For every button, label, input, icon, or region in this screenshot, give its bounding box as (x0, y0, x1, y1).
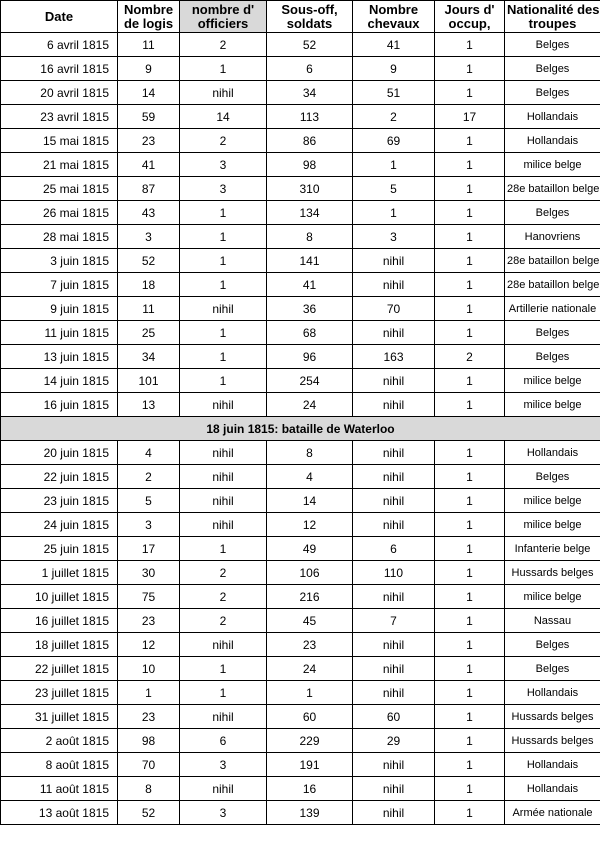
cell-soldats: 14 (267, 489, 353, 513)
cell-officiers: 1 (180, 321, 267, 345)
cell-date: 7 juin 1815 (1, 273, 118, 297)
cell-date: 11 août 1815 (1, 777, 118, 801)
cell-nationalite: milice belge (505, 513, 600, 537)
cell-officiers: nihil (180, 81, 267, 105)
cell-date: 16 juillet 1815 (1, 609, 118, 633)
cell-soldats: 113 (267, 105, 353, 129)
cell-nationalite: Belges (505, 57, 600, 81)
cell-date: 9 juin 1815 (1, 297, 118, 321)
cell-jours: 1 (435, 657, 505, 681)
section-label: 18 juin 1815: bataille de Waterloo (1, 417, 600, 441)
cell-nationalite: milice belge (505, 369, 600, 393)
cell-officiers: nihil (180, 489, 267, 513)
cell-nationalite: Belges (505, 465, 600, 489)
cell-nationalite: milice belge (505, 153, 600, 177)
cell-jours: 1 (435, 753, 505, 777)
cell-chevaux: 6 (353, 537, 435, 561)
table-row (1, 561, 600, 585)
cell-jours: 1 (435, 777, 505, 801)
cell-jours: 1 (435, 705, 505, 729)
cell-nationalite: Belges (505, 345, 600, 369)
cell-officiers: nihil (180, 297, 267, 321)
cell-nationalite: Armée nationale (505, 801, 600, 825)
cell-logis: 5 (118, 489, 180, 513)
cell-soldats: 68 (267, 321, 353, 345)
section-row-waterloo (1, 417, 600, 441)
cell-chevaux: nihil (353, 465, 435, 489)
cell-jours: 1 (435, 249, 505, 273)
cell-logis: 17 (118, 537, 180, 561)
table-row (1, 321, 600, 345)
cell-date: 31 juillet 1815 (1, 705, 118, 729)
cell-chevaux: nihil (353, 657, 435, 681)
cell-date: 13 août 1815 (1, 801, 118, 825)
cell-jours: 1 (435, 465, 505, 489)
cell-date: 15 mai 1815 (1, 129, 118, 153)
header-row (1, 1, 600, 33)
cell-nationalite: Belges (505, 81, 600, 105)
cell-chevaux: nihil (353, 633, 435, 657)
cell-date: 21 mai 1815 (1, 153, 118, 177)
cell-logis: 9 (118, 57, 180, 81)
cell-chevaux: 2 (353, 105, 435, 129)
cell-nationalite: milice belge (505, 393, 600, 417)
cell-soldats: 191 (267, 753, 353, 777)
table-row (1, 297, 600, 321)
cell-date: 8 août 1815 (1, 753, 118, 777)
cell-officiers: nihil (180, 465, 267, 489)
cell-jours: 1 (435, 489, 505, 513)
cell-officiers: 1 (180, 273, 267, 297)
cell-soldats: 229 (267, 729, 353, 753)
cell-jours: 1 (435, 57, 505, 81)
cell-logis: 8 (118, 777, 180, 801)
cell-soldats: 141 (267, 249, 353, 273)
cell-date: 20 avril 1815 (1, 81, 118, 105)
cell-nationalite: Hussards belges (505, 729, 600, 753)
cell-nationalite: Hollandais (505, 753, 600, 777)
cell-chevaux: 69 (353, 129, 435, 153)
cell-officiers: 3 (180, 753, 267, 777)
cell-logis: 30 (118, 561, 180, 585)
cell-chevaux: nihil (353, 441, 435, 465)
cell-chevaux: 7 (353, 609, 435, 633)
cell-soldats: 4 (267, 465, 353, 489)
cell-date: 25 mai 1815 (1, 177, 118, 201)
cell-nationalite: Nassau (505, 609, 600, 633)
cell-soldats: 24 (267, 657, 353, 681)
cell-date: 22 juillet 1815 (1, 657, 118, 681)
cell-chevaux: nihil (353, 753, 435, 777)
cell-chevaux: 110 (353, 561, 435, 585)
cell-officiers: 1 (180, 369, 267, 393)
cell-chevaux: nihil (353, 369, 435, 393)
table-row (1, 585, 600, 609)
cell-officiers: nihil (180, 441, 267, 465)
cell-officiers: 2 (180, 33, 267, 57)
table-row (1, 681, 600, 705)
cell-date: 16 avril 1815 (1, 57, 118, 81)
cell-chevaux: nihil (353, 321, 435, 345)
cell-nationalite: Hollandais (505, 441, 600, 465)
col-header-date: Date (1, 1, 118, 33)
cell-date: 13 juin 1815 (1, 345, 118, 369)
cell-jours: 1 (435, 153, 505, 177)
table-row (1, 345, 600, 369)
table-row (1, 513, 600, 537)
cell-chevaux: nihil (353, 777, 435, 801)
cell-jours: 2 (435, 345, 505, 369)
col-header-jours: Jours d' occup, (435, 1, 505, 33)
cell-jours: 1 (435, 561, 505, 585)
table-row (1, 81, 600, 105)
table-row (1, 129, 600, 153)
cell-soldats: 98 (267, 153, 353, 177)
cell-date: 14 juin 1815 (1, 369, 118, 393)
cell-officiers: 1 (180, 537, 267, 561)
cell-logis: 70 (118, 753, 180, 777)
cell-date: 23 juillet 1815 (1, 681, 118, 705)
cell-nationalite: Belges (505, 633, 600, 657)
cell-officiers: 1 (180, 249, 267, 273)
cell-logis: 13 (118, 393, 180, 417)
cell-soldats: 49 (267, 537, 353, 561)
cell-jours: 1 (435, 201, 505, 225)
table-row (1, 33, 600, 57)
cell-officiers: 3 (180, 801, 267, 825)
cell-officiers: 3 (180, 177, 267, 201)
table-row (1, 153, 600, 177)
table-row (1, 777, 600, 801)
col-header-nationalite: Nationalité des troupes (505, 1, 600, 33)
cell-nationalite: Belges (505, 657, 600, 681)
table-row (1, 369, 600, 393)
table-body (1, 33, 600, 825)
cell-logis: 3 (118, 513, 180, 537)
cell-soldats: 60 (267, 705, 353, 729)
cell-chevaux: 1 (353, 201, 435, 225)
cell-nationalite: Belges (505, 321, 600, 345)
cell-jours: 1 (435, 441, 505, 465)
table-row (1, 57, 600, 81)
cell-jours: 1 (435, 81, 505, 105)
cell-date: 16 juin 1815 (1, 393, 118, 417)
cell-chevaux: 163 (353, 345, 435, 369)
cell-soldats: 310 (267, 177, 353, 201)
cell-soldats: 216 (267, 585, 353, 609)
cell-logis: 23 (118, 129, 180, 153)
cell-officiers: 1 (180, 681, 267, 705)
cell-nationalite: Belges (505, 201, 600, 225)
cell-jours: 1 (435, 633, 505, 657)
cell-jours: 1 (435, 585, 505, 609)
cell-nationalite: milice belge (505, 585, 600, 609)
cell-logis: 18 (118, 273, 180, 297)
cell-nationalite: milice belge (505, 489, 600, 513)
cell-officiers: nihil (180, 777, 267, 801)
cell-date: 3 juin 1815 (1, 249, 118, 273)
cell-logis: 23 (118, 705, 180, 729)
cell-logis: 2 (118, 465, 180, 489)
cell-chevaux: nihil (353, 393, 435, 417)
cell-date: 10 juillet 1815 (1, 585, 118, 609)
cell-jours: 1 (435, 681, 505, 705)
table-row (1, 633, 600, 657)
col-header-soldats: Sous-off, soldats (267, 1, 353, 33)
table-row (1, 201, 600, 225)
table-row (1, 225, 600, 249)
table-row (1, 801, 600, 825)
cell-logis: 11 (118, 297, 180, 321)
cell-nationalite: 28e bataillon belge (505, 273, 600, 297)
cell-soldats: 134 (267, 201, 353, 225)
cell-chevaux: nihil (353, 681, 435, 705)
cell-jours: 1 (435, 225, 505, 249)
cell-officiers: 1 (180, 201, 267, 225)
cell-soldats: 8 (267, 225, 353, 249)
cell-soldats: 106 (267, 561, 353, 585)
cell-logis: 14 (118, 81, 180, 105)
cell-logis: 75 (118, 585, 180, 609)
cell-officiers: 2 (180, 561, 267, 585)
cell-jours: 1 (435, 393, 505, 417)
cell-jours: 17 (435, 105, 505, 129)
cell-logis: 3 (118, 225, 180, 249)
cell-nationalite: Hollandais (505, 681, 600, 705)
table-row (1, 249, 600, 273)
cell-nationalite: 28e bataillon belge (505, 249, 600, 273)
cell-jours: 1 (435, 297, 505, 321)
cell-officiers: 14 (180, 105, 267, 129)
cell-chevaux: 41 (353, 33, 435, 57)
cell-officiers: nihil (180, 513, 267, 537)
cell-officiers: nihil (180, 393, 267, 417)
cell-nationalite: Hollandais (505, 129, 600, 153)
cell-nationalite: 28e bataillon belge (505, 177, 600, 201)
cell-soldats: 86 (267, 129, 353, 153)
table-row (1, 465, 600, 489)
cell-officiers: 1 (180, 225, 267, 249)
cell-date: 23 juin 1815 (1, 489, 118, 513)
cell-officiers: nihil (180, 705, 267, 729)
table-row (1, 273, 600, 297)
cell-logis: 41 (118, 153, 180, 177)
cell-jours: 1 (435, 369, 505, 393)
cell-date: 2 août 1815 (1, 729, 118, 753)
cell-soldats: 36 (267, 297, 353, 321)
cell-jours: 1 (435, 801, 505, 825)
table-row (1, 537, 600, 561)
cell-officiers: 2 (180, 609, 267, 633)
col-header-officiers: nombre d' officiers (180, 1, 267, 33)
cell-chevaux: 5 (353, 177, 435, 201)
table-row (1, 705, 600, 729)
cell-nationalite: Infanterie belge (505, 537, 600, 561)
cell-jours: 1 (435, 321, 505, 345)
cell-nationalite: Hussards belges (505, 561, 600, 585)
cell-logis: 87 (118, 177, 180, 201)
cell-nationalite: Hollandais (505, 777, 600, 801)
cell-soldats: 52 (267, 33, 353, 57)
table-row (1, 441, 600, 465)
cell-date: 24 juin 1815 (1, 513, 118, 537)
cell-officiers: 6 (180, 729, 267, 753)
cell-soldats: 12 (267, 513, 353, 537)
cell-officiers: 3 (180, 153, 267, 177)
cell-chevaux: nihil (353, 273, 435, 297)
cell-date: 23 avril 1815 (1, 105, 118, 129)
table-row (1, 393, 600, 417)
cell-officiers: 2 (180, 585, 267, 609)
cell-logis: 10 (118, 657, 180, 681)
cell-soldats: 1 (267, 681, 353, 705)
cell-jours: 1 (435, 537, 505, 561)
cell-date: 28 mai 1815 (1, 225, 118, 249)
cell-soldats: 96 (267, 345, 353, 369)
cell-jours: 1 (435, 729, 505, 753)
cell-date: 22 juin 1815 (1, 465, 118, 489)
cell-officiers: 1 (180, 345, 267, 369)
cell-logis: 25 (118, 321, 180, 345)
cell-chevaux: nihil (353, 489, 435, 513)
cell-chevaux: nihil (353, 585, 435, 609)
cell-nationalite: Hanovriens (505, 225, 600, 249)
table-row (1, 657, 600, 681)
cell-date: 20 juin 1815 (1, 441, 118, 465)
cell-soldats: 45 (267, 609, 353, 633)
cell-logis: 11 (118, 33, 180, 57)
cell-date: 26 mai 1815 (1, 201, 118, 225)
cell-chevaux: 51 (353, 81, 435, 105)
cell-chevaux: 1 (353, 153, 435, 177)
cell-logis: 59 (118, 105, 180, 129)
cell-jours: 1 (435, 33, 505, 57)
cell-logis: 43 (118, 201, 180, 225)
cell-soldats: 139 (267, 801, 353, 825)
cell-jours: 1 (435, 129, 505, 153)
table-row (1, 729, 600, 753)
cell-logis: 98 (118, 729, 180, 753)
cell-chevaux: 9 (353, 57, 435, 81)
table-row (1, 753, 600, 777)
cell-logis: 4 (118, 441, 180, 465)
cell-chevaux: 29 (353, 729, 435, 753)
cell-soldats: 41 (267, 273, 353, 297)
cell-nationalite: Artillerie nationale (505, 297, 600, 321)
cell-soldats: 16 (267, 777, 353, 801)
cell-soldats: 8 (267, 441, 353, 465)
cell-logis: 1 (118, 681, 180, 705)
cell-chevaux: 70 (353, 297, 435, 321)
cell-logis: 52 (118, 249, 180, 273)
cell-officiers: nihil (180, 633, 267, 657)
cell-date: 6 avril 1815 (1, 33, 118, 57)
col-header-chevaux: Nombre chevaux (353, 1, 435, 33)
cell-date: 18 juillet 1815 (1, 633, 118, 657)
cell-soldats: 24 (267, 393, 353, 417)
cell-chevaux: 3 (353, 225, 435, 249)
cell-jours: 1 (435, 177, 505, 201)
cell-date: 25 juin 1815 (1, 537, 118, 561)
cell-soldats: 34 (267, 81, 353, 105)
cell-nationalite: Hussards belges (505, 705, 600, 729)
cell-logis: 34 (118, 345, 180, 369)
cell-nationalite: Belges (505, 33, 600, 57)
cell-chevaux: nihil (353, 513, 435, 537)
cell-soldats: 254 (267, 369, 353, 393)
cell-officiers: 1 (180, 57, 267, 81)
cell-jours: 1 (435, 513, 505, 537)
col-header-logis: Nombre de logis (118, 1, 180, 33)
cell-jours: 1 (435, 273, 505, 297)
cell-officiers: 2 (180, 129, 267, 153)
cell-soldats: 23 (267, 633, 353, 657)
cell-date: 11 juin 1815 (1, 321, 118, 345)
cell-nationalite: Hollandais (505, 105, 600, 129)
table-row (1, 177, 600, 201)
cell-date: 1 juillet 1815 (1, 561, 118, 585)
cell-logis: 12 (118, 633, 180, 657)
cell-jours: 1 (435, 609, 505, 633)
cell-officiers: 1 (180, 657, 267, 681)
cell-chevaux: nihil (353, 801, 435, 825)
cell-logis: 101 (118, 369, 180, 393)
table-row (1, 609, 600, 633)
table-row (1, 105, 600, 129)
cell-chevaux: nihil (353, 249, 435, 273)
table-row (1, 489, 600, 513)
cell-logis: 23 (118, 609, 180, 633)
cell-chevaux: 60 (353, 705, 435, 729)
cell-soldats: 6 (267, 57, 353, 81)
cell-logis: 52 (118, 801, 180, 825)
